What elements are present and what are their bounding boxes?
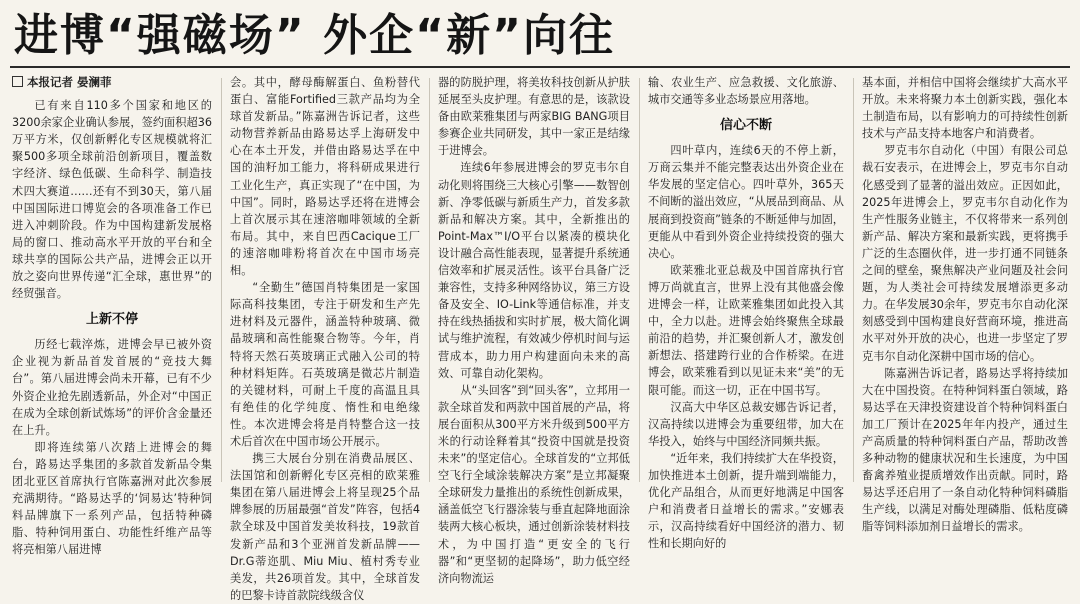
paragraph: 从“头回客”到“回头客”，立邦用一款全球首发和两款中国首展的产品，将展台面积从300平方米升级到500平方米的行动诠释着其“投资中国就是投资未来”的坚定信心。全球首发的“立邦低空飞行全域涂装解决方案”是立邦凝聚全球研发力量推出的系统性创新成果，涵盖低空飞行器涂装与垂直起降地面涂装两大核心板块，通过创新涂装材料技术，为中国打造“更安全的飞行器”和“更坚韧的起降场”，助力低空经济向物流运: [438, 383, 630, 585]
paragraph: 已有来自110多个国家和地区的3200余家企业确认参展，签约面积超36万平方米，仅创新孵化专区规模就将汇聚500多项全球前沿创新项目，覆盖数字经济、绿色低碳、生命科学、制造技术四大赛道……还有不到30天，第八届中国国际进口博览会的各项准备工作已进入冲刺阶段。作为中国构建新发展格局的窗口、推动高水平开放的平台和全球共享的国际公共产品，进博会正以开放之姿向世界传递“汇全球，惠世界”的经贸强音。: [12, 99, 212, 301]
paragraph: 欧莱雅北亚总裁及中国首席执行官博万尚就直言，世界上没有其他盛会像进博会一样，让欧莱雅集团如此投入其中，全力以赴。进博会始终聚焦全球最前沿的趋势，并汇聚创新人才，激发创新想法、搭建跨行业的合作桥梁。在进博会，欧莱雅看到以见证未来“美”的无限可能。而这一切，正在中国书写。: [648, 263, 844, 397]
paragraph: 器的防脱护理，将美妆科技创新从护肤延展至头皮护理。有意思的是，该款设备由欧莱雅集团与两家BIG BANG项目参赛企业共同研发，其中一家正是结缘于进博会。: [438, 76, 630, 158]
paragraph: 陈嘉洲告诉记者，路易达孚将持续加大在中国投资。在特种饲料蛋白领域，路易达孚在天津投资建设首个特种饲料蛋白加工厂预计在2025年年内投产，通过生产高质量的特种饲料蛋白产品，帮助改善多种动物的健康状况和生长速度，为中国畜禽养殖业提质增效作出贡献。同时，路易达孚还启用了一条自动化特种饲料磷脂生产线，以满足对酶处理磷脂、低粘度磷脂等饲料添加剂日益增长的需求。: [862, 366, 1068, 534]
paragraph: “近年来，我们持续扩大在华投资，加快推进本土创新，提升端到端能力，优化产品组合，从而更好地满足中国客户和消费者日益增长的需求。”安娜表示，汉高持续看好中国经济的潜力、韧性和长期向好的: [648, 451, 844, 551]
column-1: [12, 74, 212, 557]
headline: 进博“强磁场” 外企“新”向往: [14, 10, 615, 61]
paragraph: 即将连续第八次踏上进博会的舞台，路易达孚集团的多款首发新品令集团北亚区首席执行官陈嘉洲对此次参展充满期待。“路易达孚的‘饲易达’特种饲料品牌旗下一系列产品，包括特种磷脂、特种饲用蛋白、功能性纤维产品等将亮相第八届进博: [12, 440, 212, 557]
paragraph: 连续6年参展进博会的罗克韦尔自动化则将围绕三大核心引擎——数智创新、净零低碳与新质生产力，首发多款新品和解决方案。其中，全新推出的Point-Max™I/O平台以紧凑的模块化设计融合高性能表现，显著提升系统通信效率和扩展灵活性。该平台具备广泛兼容性，支持多种网络协议，第三方设备及安全、IO-Link等通信标准，并支持在线热插拔和实时扩展，极大简化调试与维护流程，有效减少停机时间与运营成本，助力用户构建面向未来的高效、可靠自动化架构。: [438, 161, 630, 380]
paragraph: 输、农业生产、应急救援、文化旅游、城市交通等多业态场景应用落地。: [648, 76, 844, 107]
column-divider: [429, 78, 430, 482]
byline: 本报记者 晏澜菲: [12, 74, 212, 91]
column-5: [862, 74, 1068, 534]
headline-rule: [10, 66, 1070, 68]
column-4: [648, 74, 844, 551]
paragraph: “全勤生”德国肖特集团是一家国际高科技集团，专注于研发和生产先进材料及元器件，涵盖特种玻璃、微晶玻璃和高性能聚合物等。今年，肖特将天然石英玻璃正式融入公司的特种材料矩阵。石英玻璃是微芯片制造的关键材料，可耐上千度的高温且具有绝佳的化学纯度、惰性和电绝缘性。本次进博会将是肖特整合这一技术后首次在中国市场公开展示。: [230, 281, 420, 448]
paragraph: 携三大展台分别在消费品展区、法国馆和创新孵化专区亮相的欧莱雅集团在第八届进博会上将呈现25个品牌参展的历届最强“首发”阵容，包括4款全球及中国首发美妆科技，19款首发新产品和3个亚洲首发新品牌——Dr.G蒂迩肌、Miu Miu、植村秀专业美发，共26项首发。其中，全球首发的巴黎卡诗首款院线级含仪: [230, 452, 420, 602]
paragraph: 汉高大中华区总裁安娜告诉记者，汉高持续以进博会为重要纽带，加大在华投入，始终与中国经济同频共振。: [648, 400, 844, 448]
column-2: [230, 74, 420, 602]
column-3: [438, 74, 630, 585]
paragraph: 四叶草内，连续6天的不停上新，万商云集并不能完整表达出外资企业在华发展的坚定信心。四叶草外，365天不间断的溢出效应，“从展品到商品、从展商到投资商”链条的不断延伸与加固，更能从中看到外资企业持续投资的强大决心。: [648, 144, 844, 260]
paragraph: 会。其中，酵母酶解蛋白、鱼粉替代蛋白、富能Fortified三款产品均为全球首发新品。”陈嘉洲告诉记者，这些动物营养新品由路易达孚上海研发中心在本土开发，并借由路易达孚在中国的油籽加工能力，将科研成果进行工业化生产，真正实现了“在中国，为中国”。同时，路易达孚还将在进博会上首次展示其在速溶咖啡领域的全新布局。其中，来自巴西Cacique工厂的速溶咖啡粉将首次在中国市场亮相。: [230, 76, 420, 278]
paragraph: 罗克韦尔自动化（中国）有限公司总裁石安表示，在进博会上，罗克韦尔自动化感受到了显著的溢出效应。正因如此，2025年进博会上，罗克韦尔自动化作为生产性服务业链主，不仅将带来一系列创新产品、解决方案和最新实践，更将携手广泛的生态圈伙伴，进一步打通不同链条之间的壁垒，聚焦解决产业问题及社会问题，为人类社会可持续发展增添更多动力。在华发展30余年，罗克韦尔自动化深刻感受到中国构建良好营商环境，推进高水平对外开放的决心，也进一步坚定了罗克韦尔自动化深耕中国市场的信心。: [862, 144, 1068, 363]
paragraph: 历经七载淬炼，进博会早已被外资企业视为新品首发首展的“竞技大舞台”。第八届进博会尚未开幕，已有不少外资企业抢先剧透新品，外企对“中国正在成为全球创新试炼场”的评价含金量还在上升。: [12, 338, 212, 437]
column-divider: [853, 78, 854, 482]
subhead-confidence: 信心不断: [719, 118, 772, 134]
byline-box-icon: [12, 76, 23, 87]
column-divider: [221, 78, 222, 482]
column-divider: [639, 78, 640, 482]
subhead-new-launches: 上新不停: [85, 312, 138, 328]
paragraph: 基本面，并相信中国将会继续扩大高水平开放。未来将聚力本土创新实践，强化本土制造布局，以有影响力的可持续性创新技术与产品支持本地客户和消费者。: [862, 76, 1068, 141]
